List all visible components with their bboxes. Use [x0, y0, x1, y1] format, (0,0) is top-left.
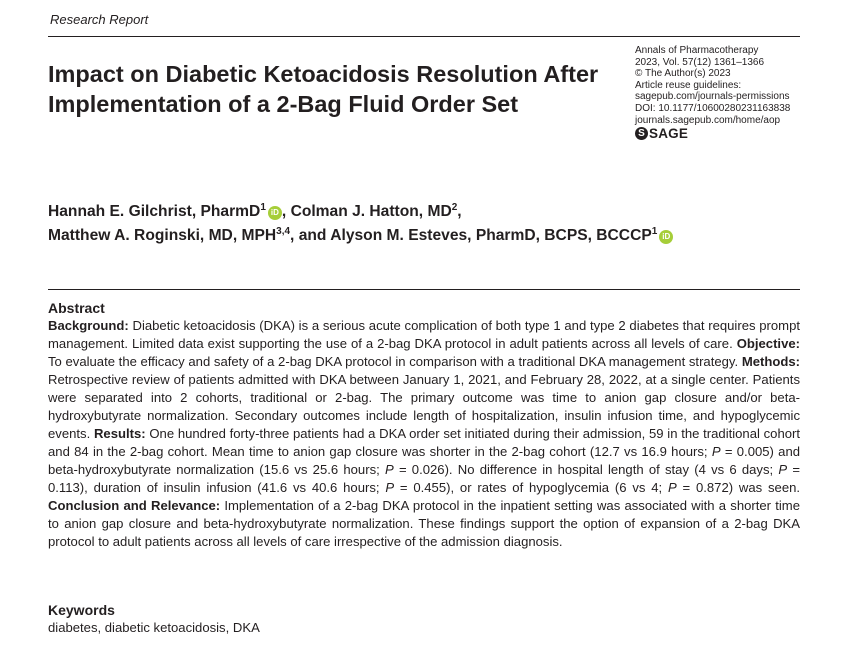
results-text: = 0.872) was seen. — [682, 480, 801, 495]
article-title: Impact on Diabetic Ketoacidosis Resolution After Implementation of a 2-Bag Fluid Order Set — [48, 61, 599, 117]
author-name: Hannah E. Gilchrist, PharmD — [48, 203, 261, 220]
keywords-list: diabetes, diabetic ketoacidosis, DKA — [48, 620, 260, 635]
affiliation-sup: 2 — [451, 202, 458, 213]
methods-text: Retrospective review of patients admitted with DKA between January 1, 2021, and February 28, 2022, at a single center. Patients were separated into 2 cohorts, traditional or 2-bag. The primary outcome was time to anion gap closure and/or beta-hydroxybutyrate normalization. Secondary outcomes include length of hospitalization, insulin infusion time, and hypoglycemic events. — [48, 372, 800, 441]
separator: , — [290, 227, 295, 244]
affiliation-sup: 1 — [260, 202, 266, 213]
journal-name: Annals of Pharmacotherapy — [635, 45, 759, 56]
keywords-heading: Keywords — [48, 602, 115, 618]
objective-label: Objective: — [736, 336, 800, 351]
orcid-icon[interactable]: iD — [268, 206, 282, 220]
results-text: = 0.026). No difference in hospital length of stay (4 vs 6 days; — [398, 462, 774, 477]
separator: , — [281, 203, 287, 220]
abstract-heading: Abstract — [48, 300, 105, 316]
journal-home-link[interactable]: journals.sagepub.com/home/aop — [635, 114, 781, 126]
sage-logo-mark: S — [635, 127, 648, 140]
doi[interactable]: DOI: 10.1177/10600280231163838 — [635, 102, 791, 114]
p-symbol: P — [711, 444, 721, 459]
section-label: Research Report — [50, 12, 149, 27]
author-line-2 — [48, 224, 808, 248]
keywords-section — [48, 602, 800, 637]
author-name: Alyson M. Esteves, PharmD, BCPS, BCCCP — [330, 227, 652, 244]
journal-volume: 2023, Vol. 57(12) 1361–1366 — [635, 56, 764, 68]
results-text: = 0.113), duration of insulin infusion (41.6 vs 40.6 hours; — [48, 462, 800, 495]
copyright: © The Author(s) 2023 — [635, 68, 731, 80]
objective-text: To evaluate the efficacy and safety of a 2-bag DKA protocol in comparison with a traditional DKA management strategy. — [48, 354, 739, 369]
author-name: Colman J. Hatton, MD — [290, 203, 452, 220]
p-symbol: P — [385, 480, 395, 495]
background-label: Background: — [48, 318, 129, 333]
abstract — [48, 300, 800, 551]
abstract-rule — [48, 289, 800, 290]
header-rule — [48, 36, 800, 37]
orcid-icon[interactable]: iD — [659, 230, 673, 244]
results-text: = 0.455), or rates of hypoglycemia (6 vs 4; — [399, 480, 663, 495]
results-label: Results: — [93, 426, 146, 441]
results-text: One hundred forty-three patients had a DKA order set initiated during their admission, 59 in the traditional cohort and 84 in the 2-bag cohort. Mean time to anion gap closure was shorter in the 2-bag cohort (12.7 vs 16.9 hours; — [48, 426, 801, 459]
p-symbol: P — [667, 480, 677, 495]
abstract-body — [48, 317, 800, 551]
p-symbol: P — [384, 462, 394, 477]
conclusion-label: Conclusion and Relevance: — [48, 498, 221, 513]
reuse-guidelines-label: Article reuse guidelines: — [635, 79, 742, 91]
separator: , — [457, 203, 462, 220]
author-list — [48, 200, 808, 248]
sage-logo-text: SAGE — [649, 125, 689, 141]
affiliation-sup: 3,4 — [276, 226, 291, 237]
background-text: Diabetic ketoacidosis (DKA) is a serious acute complication of both type 1 and type 2 diabetes that requires prompt management. Limited data exist supporting the use of a 2-bag DKA protocol in adult patients across all levels of care. — [48, 318, 801, 351]
author-line-1 — [48, 200, 808, 224]
sage-logo — [635, 127, 835, 140]
author-name: Matthew A. Roginski, MD, MPH — [48, 227, 277, 244]
p-symbol: P — [778, 462, 788, 477]
methods-label: Methods: — [741, 354, 801, 369]
conclusion-text: Implementation of a 2-bag DKA protocol in the inpatient setting was associated with a shorter time to anion gap closure and beta-hydroxybutyrate normalization. These findings support the option of expansion of a 2-bag DKA protocol to adult patients across all levels of care irrespective of the admission diagnosis. — [48, 498, 800, 549]
affiliation-sup: 1 — [651, 226, 658, 237]
journal-info — [635, 45, 835, 140]
permissions-link[interactable]: sagepub.com/journals-permissions — [635, 91, 790, 103]
author-conjunction: and — [298, 227, 327, 244]
results-text: = 0.005) and beta-hydroxybutyrate normalization (15.6 vs 25.6 hours; — [48, 444, 801, 477]
